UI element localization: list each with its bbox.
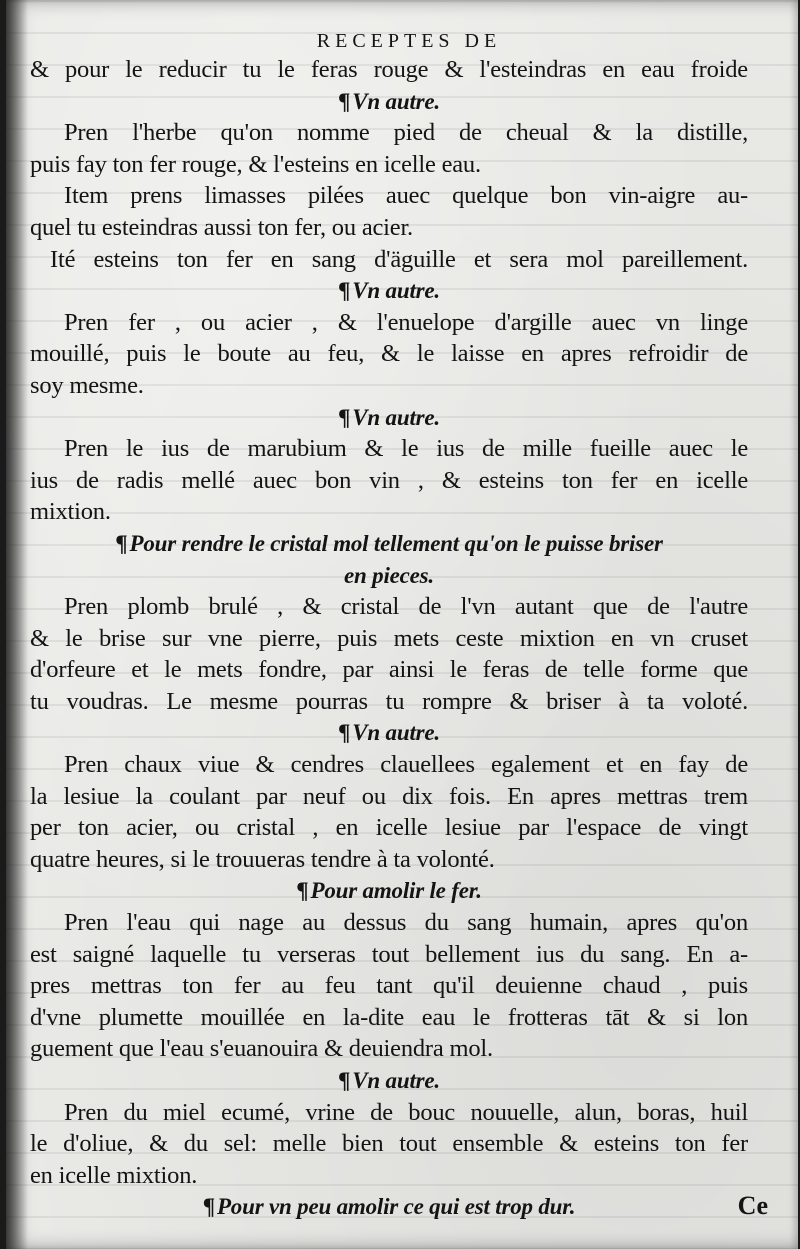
text-line: tu voudras. Le mesme pourras tu rompre & briser à ta voloté. — [30, 687, 748, 715]
section-heading — [30, 86, 748, 118]
text-line: soy mesme. — [30, 371, 144, 399]
section-heading — [30, 560, 748, 592]
heading-text: Pour vn peu amolir ce qui est trop dur. — [216, 1194, 576, 1220]
heading-text: Vn autre. — [352, 1068, 440, 1093]
text-line: Pren chaux viue & cendres clauellees egalement et en fay de — [64, 751, 748, 779]
text-line: Ité esteins ton fer en sang d'äguille et sera mol pareillement. — [50, 245, 748, 273]
pilcrow-mark: ¶ — [338, 404, 351, 430]
book-page — [6, 0, 798, 1249]
text-line: Pren fer , ou acier , & l'enuelope d'argille auec vn linge — [64, 308, 748, 336]
section-heading — [30, 275, 748, 307]
heading-text: Pour rendre le cristal mol tellement qu'on le puisse briser — [129, 530, 663, 556]
page-text — [30, 30, 748, 1223]
section-heading — [30, 402, 748, 434]
text-line: mouillé, puis le boute au feu, & le laisse en apres refroidir de — [30, 340, 748, 368]
heading-text: Vn autre. — [352, 88, 440, 114]
heading-text: Vn autre. — [352, 278, 440, 304]
text-line: quel tu esteindras aussi ton fer, ou acier. — [30, 213, 413, 241]
text-line: & le brise sur vne pierre, puis mets ceste mixtion en vn cruset — [30, 624, 748, 652]
text-line: & pour le reducir tu le feras rouge & l'esteindras en eau froide — [30, 56, 748, 83]
heading-text: en pieces. — [344, 562, 434, 588]
heading-text: Vn autre. — [352, 720, 440, 746]
catchword: Ce — [737, 1191, 768, 1220]
pilcrow-mark: ¶ — [296, 878, 309, 904]
running-header: RECEPTES DE — [316, 30, 502, 52]
section-heading — [30, 528, 748, 560]
text-line: Pren plomb brulé , & cristal de l'vn autant que de l'autre — [64, 593, 748, 621]
pilcrow-mark: ¶ — [202, 1194, 215, 1220]
text-line: est saigné laquelle tu verseras tout bellement ius du sang. En a- — [30, 940, 748, 968]
text-line: Pren le ius de marubium & le ius de mille fueille auec le — [64, 435, 748, 463]
section-heading — [30, 1191, 748, 1223]
text-line: mixtion. — [30, 498, 111, 526]
text-line: per ton acier, ou cristal , en icelle lesiue par l'espace de vingt — [30, 814, 748, 842]
text-lines — [30, 54, 748, 1223]
pilcrow-mark: ¶ — [338, 88, 351, 114]
text-line: le d'oliue, & du sel: melle bien tout ensemble & esteins ton fer — [30, 1130, 748, 1158]
heading-text: Vn autre. — [352, 404, 440, 430]
text-line: puis fay ton fer rouge, & l'esteins en icelle eau. — [30, 150, 481, 178]
text-line: d'vne plumette mouillée en la-dite eau le frotteras tāt & si lon — [30, 1003, 748, 1031]
text-line: la lesiue la coulant par neuf ou dix fois. En apres mettras trem — [30, 782, 748, 810]
text-line: quatre heures, si le trouueras tendre à ta volonté. — [30, 845, 495, 873]
text-line: Pren l'eau qui nage au dessus du sang humain, apres qu'on — [64, 909, 748, 937]
text-line: d'orfeure et le mets fondre, par ainsi le feras de telle forme que — [30, 656, 748, 684]
pilcrow-mark: ¶ — [338, 278, 351, 304]
pilcrow-mark: ¶ — [115, 530, 128, 556]
text-line: Pren du miel ecumé, vrine de bouc nouuelle, alun, boras, huil — [64, 1098, 748, 1126]
text-line: guement que l'eau s'euanouira & deuiendra mol. — [30, 1035, 493, 1063]
pilcrow-mark: ¶ — [338, 1068, 351, 1093]
text-line: Item prens limasses pilées auec quelque bon vin-aigre au- — [64, 182, 748, 210]
text-line: ius de radis mellé auec bon vin , & esteins ton fer en icelle — [30, 466, 748, 494]
text-line: Pren l'herbe qu'on nomme pied de cheual & la distille, — [64, 119, 748, 147]
text-line: pres mettras ton fer au feu tant qu'il deuienne chaud , puis — [30, 972, 748, 1000]
section-heading — [30, 717, 748, 749]
section-heading — [30, 875, 748, 907]
section-heading — [30, 1065, 748, 1097]
heading-text: Pour amolir le fer. — [310, 878, 482, 904]
gutter-shadow — [6, 0, 28, 1249]
text-line: en icelle mixtion. — [30, 1161, 198, 1189]
pilcrow-mark: ¶ — [338, 720, 351, 746]
